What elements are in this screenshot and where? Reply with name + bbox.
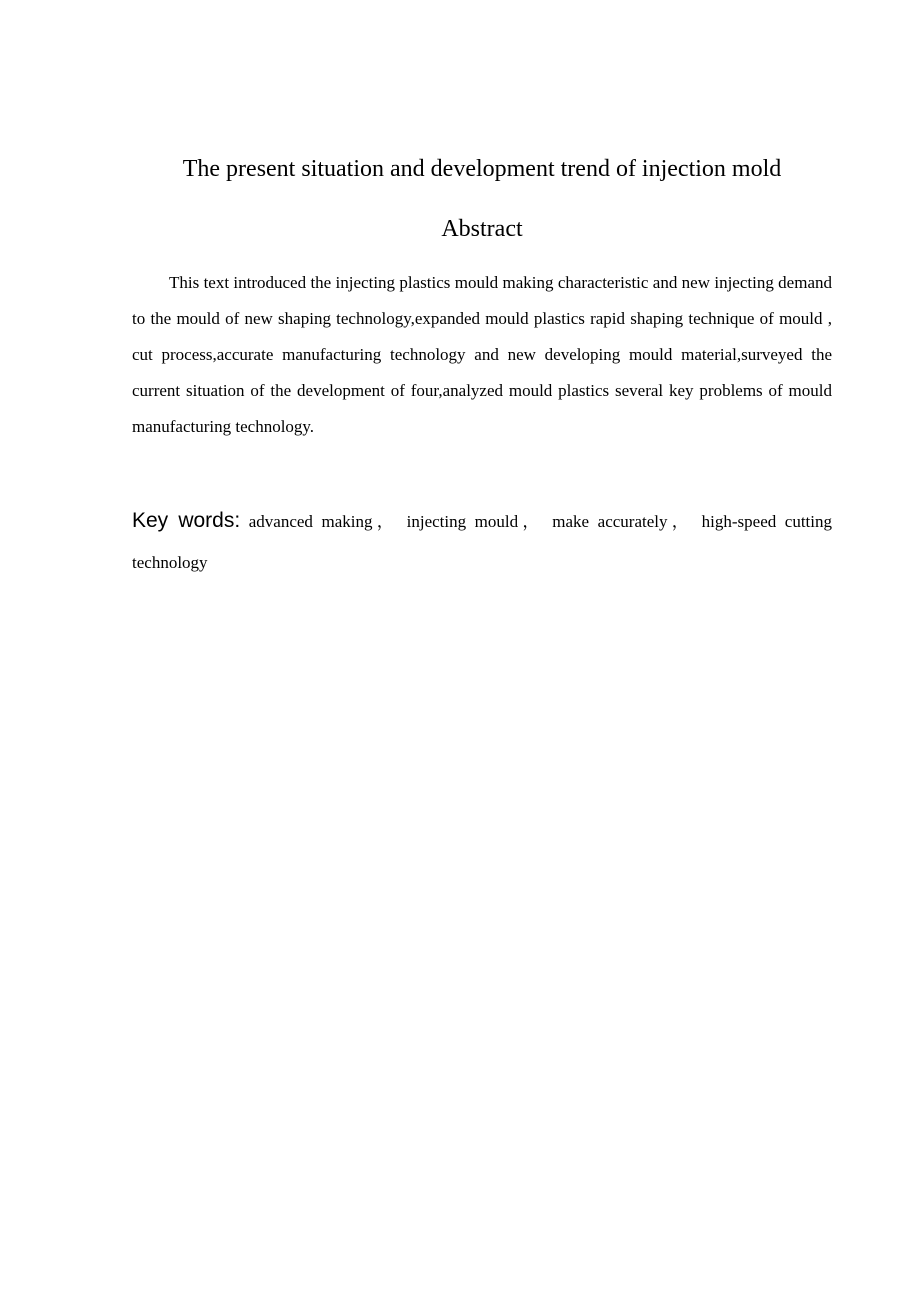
keywords-line [132, 500, 832, 583]
abstract-heading: Abstract [441, 216, 523, 242]
abstract-paragraph: This text introduced the injecting plastics mould making characteristic and new injecting demand to the mould of new shaping technology,expanded mould plastics rapid shaping technique of mould , cut process,accurate manufacturing technology and new developing mould material,surveyed the current situation of the development of four,analyzed mould plastics several key problems of mould manufacturing technology. [132, 273, 832, 436]
keywords-label: Key words: [132, 509, 241, 532]
document-title: The present situation and development trend of injection mold [182, 156, 782, 182]
keywords-text: advanced making， injecting mould， make accurately， high-speed cutting technology [132, 512, 833, 572]
